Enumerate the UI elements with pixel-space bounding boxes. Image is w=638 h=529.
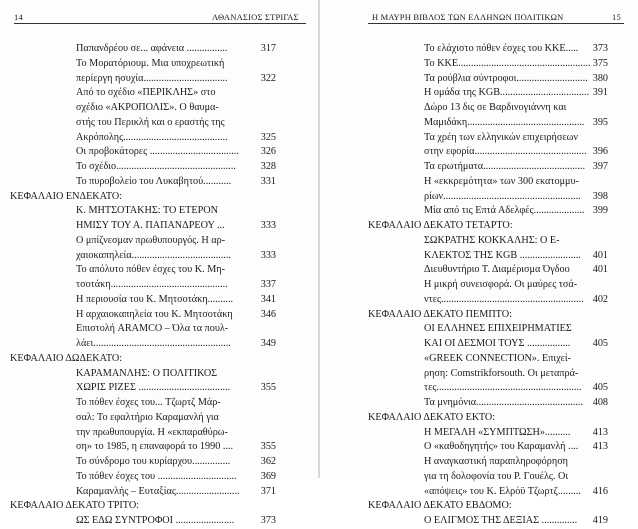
entry-title: Από το σχέδιο «ΠΕΡΙΚΛΗΣ» στο (76, 87, 216, 99)
toc-entry (0, 308, 318, 323)
right-page-number: 15 (612, 12, 621, 22)
entry-title: στην εφορία............................................ (424, 146, 587, 158)
entry-title: ρίων...................................................... (424, 190, 581, 202)
entry-page-number: 391 (592, 87, 608, 99)
entry-page-number: 397 (592, 161, 608, 172)
toc-entry (0, 381, 318, 396)
toc-entry (320, 204, 638, 219)
entry-title: για τη δολοφονία του Ρ. Γουέλς. Οι (424, 470, 569, 482)
entry-page-number: 331 (260, 175, 276, 187)
toc-entry (320, 470, 638, 485)
entry-title: τες......................................................... (424, 382, 582, 394)
entry-title: Η «εκκρεμότητα» των 300 εκατομμυ- (424, 175, 579, 187)
toc-entry (320, 249, 638, 264)
toc-entry (0, 485, 318, 500)
entry-page-number: 322 (260, 72, 276, 84)
toc-entry (0, 455, 318, 470)
toc-entry (0, 249, 318, 264)
entry-title: Το Μορατόριουμ. Μια υποχρεωτική (76, 57, 225, 69)
chapter-label: ΚΕΦΑΛΑΙΟ ΔΕΚΑΤΟ ΕΒΔΟΜΟ: (368, 500, 512, 512)
toc-entry (0, 42, 318, 57)
entry-page-number: 401 (592, 249, 608, 261)
toc-entry (320, 485, 638, 500)
entry-title: λάει...................................................... (76, 338, 231, 349)
entry-page-number: 380 (592, 72, 608, 84)
toc-entry (320, 160, 638, 175)
right-toc (320, 42, 638, 529)
entry-page-number: 413 (592, 441, 608, 453)
toc-chapter-heading (0, 499, 318, 514)
entry-title: Ο ΕΛΙΓΜΟΣ ΤΗΣ ΔΕΞΙΑΣ .............. (424, 515, 578, 526)
chapter-label: ΚΕΦΑΛΑΙΟ ΔΕΚΑΤΟ ΤΡΙΤΟ: (10, 500, 140, 512)
toc-entry (320, 367, 638, 382)
entry-title: ΧΩΡΙΣ ΡΙΖΕΣ .................................... (76, 382, 231, 394)
entry-title: Το σύνδρομο του κυρίαρχου............... (76, 456, 231, 467)
chapter-label: ΚΕΦΑΛΑΙΟ ΔΩΔΕΚΑΤΟ: (10, 352, 123, 364)
toc-entry (0, 234, 318, 249)
entry-title: σχέδιο «ΑΚΡΟΠΟΛΙΣ». Ο θαυμα- (76, 102, 219, 113)
entry-title: Ο μπίζνεσμαν πρωθυπουργός. Η αρ- (76, 234, 226, 246)
entry-title: Η αρχαιοκαπηλεία του Κ. Μητσοτάκη (76, 308, 233, 320)
entry-page-number: 413 (592, 426, 608, 438)
chapter-label: ΚΕΦΑΛΑΙΟ ΔΕΚΑΤΟ ΕΚΤΟ: (368, 411, 496, 423)
entry-page-number: 355 (260, 382, 276, 394)
entry-page-number: 333 (260, 249, 276, 261)
entry-page-number: 405 (592, 338, 608, 349)
entry-title: Μία από τις Επτά Αδελφές.................... (424, 205, 585, 217)
entry-title: ΣΩΚΡΑΤΗΣ ΚΟΚΚΑΛΗΣ: Ο Ε- (424, 234, 560, 246)
entry-page-number: 317 (260, 43, 276, 54)
toc-entry (0, 57, 318, 72)
toc-entry (320, 116, 638, 131)
chapter-label: ΚΕΦΑΛΑΙΟ ΔΕΚΑΤΟ ΤΕΤΑΡΤΟ: (368, 220, 513, 231)
entry-title: ΚΑΙ ΟΙ ΔΕΣΜΟΙ ΤΟΥΣ ................. (424, 338, 571, 349)
chapter-label: ΚΕΦΑΛΑΙΟ ΔΕΚΑΤΟ ΠΕΜΠΤΟ: (368, 308, 512, 320)
entry-title: ΚΑΡΑΜΑΝΛΗΣ: Ο ΠΟΛΙΤΙΚΟΣ (76, 367, 218, 379)
entry-page-number: 373 (260, 515, 276, 526)
entry-title: περίεργη ησυχία................................. (76, 72, 228, 84)
entry-title: Μαμιδάκη.............................................. (424, 116, 585, 128)
toc-entry (0, 101, 318, 116)
entry-title: Η μικρή συνεισφορά. Οι μαύρες τσά- (424, 279, 578, 290)
toc-entry (0, 160, 318, 175)
right-header-rule (368, 23, 624, 24)
toc-entry (320, 175, 638, 190)
entry-page-number: 333 (260, 220, 276, 231)
entry-page-number: 419 (592, 515, 608, 526)
right-page (320, 0, 638, 526)
toc-entry (320, 234, 638, 249)
entry-title: Το πυροβολείο του Λυκαβητού........... (76, 175, 232, 187)
toc-entry (320, 381, 638, 396)
entry-page-number: 405 (592, 382, 608, 394)
right-running-head: Η ΜΑΥΡΗ ΒΙΒΛΟΣ ΤΩΝ ΕΛΛΗΝΩΝ ΠΟΛΙΤΙΚΩΝ (372, 12, 564, 22)
entry-page-number: 399 (592, 205, 608, 217)
toc-entry (320, 455, 638, 470)
entry-title: Το πόθεν έσχες του... Τζωρτζ Μάρ- (76, 397, 221, 408)
entry-title: Διευθυντήριο Τ. Διαμέρισμα Όγδοο (424, 264, 570, 276)
entry-page-number: 325 (260, 131, 276, 143)
toc-chapter-heading (320, 499, 638, 514)
entry-title: ΗΜΙΣΥ ΤΟΥ Α. ΠΑΠΑΝΔΡΕΟΥ ... (76, 220, 225, 231)
entry-title: Το σχέδιο............................................... (76, 161, 236, 172)
entry-title: Παπανδρέου σε... αφάνεια ................ (76, 43, 228, 54)
entry-title: ΟΙ ΕΛΛΗΝΕΣ ΕΠΙΧΕΙΡΗΜΑΤΙΕΣ (424, 323, 572, 335)
toc-entry (0, 86, 318, 101)
toc-entry (320, 42, 638, 57)
entry-title: σαλ: Το εφαλτήριο Καραμανλή για (76, 411, 219, 423)
toc-entry (0, 204, 318, 219)
toc-chapter-heading (320, 308, 638, 323)
toc-entry (0, 278, 318, 293)
entry-title: Καραμανλής – Ευταξίας......................... (76, 485, 240, 497)
toc-entry (320, 86, 638, 101)
entry-title: ρηση: Comstrikforsouth. Οι μεταπρά- (424, 367, 579, 379)
toc-entry (0, 72, 318, 87)
entry-page-number: 395 (592, 116, 608, 128)
entry-page-number: 371 (260, 485, 276, 497)
entry-title: Δώρο 13 δις σε Βαρδινογιάννη και (424, 102, 567, 113)
toc-entry (320, 57, 638, 72)
entry-title: ντες........................................................ (424, 293, 584, 305)
entry-title: Το πόθεν έσχες του ............................... (76, 470, 237, 482)
toc-chapter-heading (320, 411, 638, 426)
toc-entry (320, 440, 638, 455)
toc-entry (0, 293, 318, 308)
toc-entry (0, 367, 318, 382)
entry-title: την πρωθυπουργία. Η «εκπαραθύρω- (76, 426, 228, 438)
entry-title: χαιοκαπηλεία....................................... (76, 249, 231, 261)
entry-title: Οι προβοκάτορες ................................... (76, 146, 239, 158)
entry-title: Το ΚΚΕ.................................................... (424, 57, 591, 69)
left-toc (0, 42, 318, 529)
toc-entry (320, 396, 638, 411)
left-running-head: ΑΘΑΝΑΣΙΟΣ ΣΤΡΙΓΑΣ (212, 12, 299, 22)
entry-page-number: 328 (260, 161, 276, 172)
entry-page-number: 401 (592, 264, 608, 276)
toc-entry (320, 263, 638, 278)
entry-page-number: 416 (592, 485, 608, 497)
entry-title: Ο «καθοδηγητής» του Καραμανλή .... (424, 441, 579, 453)
toc-entry (0, 337, 318, 352)
entry-title: στής του Περικλή και ο εραστής της (76, 116, 225, 128)
entry-page-number: 349 (260, 338, 276, 349)
entry-title: ΚΛΕΚΤΟΣ ΤΗΣ KGB ........................ (424, 249, 581, 261)
entry-page-number: 362 (260, 456, 276, 467)
left-page-number: 14 (14, 12, 23, 22)
entry-title: Επιστολή ARAMCO – Όλα τα πουλ- (76, 323, 229, 335)
toc-entry (320, 337, 638, 352)
toc-entry (320, 514, 638, 529)
entry-page-number: 373 (592, 43, 608, 54)
entry-page-number: 396 (592, 146, 608, 158)
toc-chapter-heading (0, 190, 318, 205)
entry-title: ΩΣ ΕΔΩ ΣΥΝΤΡΟΦΟΙ ....................... (76, 515, 235, 526)
entry-page-number: 337 (260, 279, 276, 290)
entry-title: Ακρόπολης......................................... (76, 131, 228, 143)
entry-title: Το ελάχιστο πόθεν έσχες του ΚΚΕ..... (424, 43, 579, 54)
chapter-label: ΚΕΦΑΛΑΙΟ ΕΝΔΕΚΑΤΟ: (10, 190, 123, 202)
toc-chapter-heading (320, 219, 638, 234)
toc-entry (0, 426, 318, 441)
entry-page-number: 375 (592, 57, 608, 69)
entry-page-number: 369 (260, 470, 276, 482)
toc-entry (320, 190, 638, 205)
entry-page-number: 341 (260, 293, 276, 305)
toc-entry (0, 470, 318, 485)
entry-page-number: 326 (260, 146, 276, 158)
toc-entry (320, 101, 638, 116)
entry-title: τσοτάκη.............................................. (76, 279, 228, 290)
entry-page-number: 402 (592, 293, 608, 305)
toc-entry (0, 145, 318, 160)
toc-entry (0, 411, 318, 426)
entry-page-number: 398 (592, 190, 608, 202)
toc-entry (320, 322, 638, 337)
entry-page-number: 355 (260, 441, 276, 453)
toc-entry (320, 293, 638, 308)
toc-entry (0, 219, 318, 234)
toc-entry (0, 116, 318, 131)
entry-title: Το απόλυτο πόθεν έσχες του Κ. Μη- (76, 264, 225, 276)
entry-title: Κ. ΜΗΤΣΟΤΑΚΗΣ: ΤΟ ΕΤΕΡΟΝ (76, 205, 218, 217)
toc-entry (320, 145, 638, 160)
entry-title: ση» το 1985, η επαναφορά το 1990 .... (76, 441, 234, 453)
toc-entry (0, 131, 318, 146)
toc-entry (0, 440, 318, 455)
entry-title: Τα ερωτήματα........................................ (424, 161, 585, 172)
entry-title: Η περιουσία του Κ. Μητσοτάκη.......... (76, 293, 234, 305)
entry-title: Η ομάδα της KGB................................... (424, 87, 590, 99)
entry-title: «GREEK CONNECTION». Επιχεί- (424, 352, 572, 364)
entry-page-number: 408 (592, 397, 608, 408)
entry-title: Τα ρούβλια σύντροφοι............................ (424, 72, 588, 84)
toc-entry (320, 72, 638, 87)
toc-entry (0, 514, 318, 529)
entry-title: Η αναγκαστική παραπληροφόρηση (424, 456, 569, 467)
toc-entry (320, 352, 638, 367)
left-page (0, 0, 318, 526)
toc-entry (0, 322, 318, 337)
entry-page-number: 346 (260, 308, 276, 320)
toc-entry (0, 263, 318, 278)
entry-title: Τα χρέη των ελληνικών επιχειρήσεων (424, 131, 578, 143)
entry-title: Η ΜΕΓΑΛΗ «ΣΥΜΠΤΩΣΗ».......... (424, 426, 571, 438)
toc-entry (320, 426, 638, 441)
toc-chapter-heading (0, 352, 318, 367)
left-header-rule (14, 23, 306, 24)
entry-title: Τα μνημόνια.......................................... (424, 397, 584, 408)
toc-entry (320, 278, 638, 293)
entry-title: «απόψεις» του Κ. Ελρόϋ Τζωρτζ......... (424, 485, 581, 497)
toc-entry (0, 396, 318, 411)
toc-entry (0, 175, 318, 190)
toc-entry (320, 131, 638, 146)
